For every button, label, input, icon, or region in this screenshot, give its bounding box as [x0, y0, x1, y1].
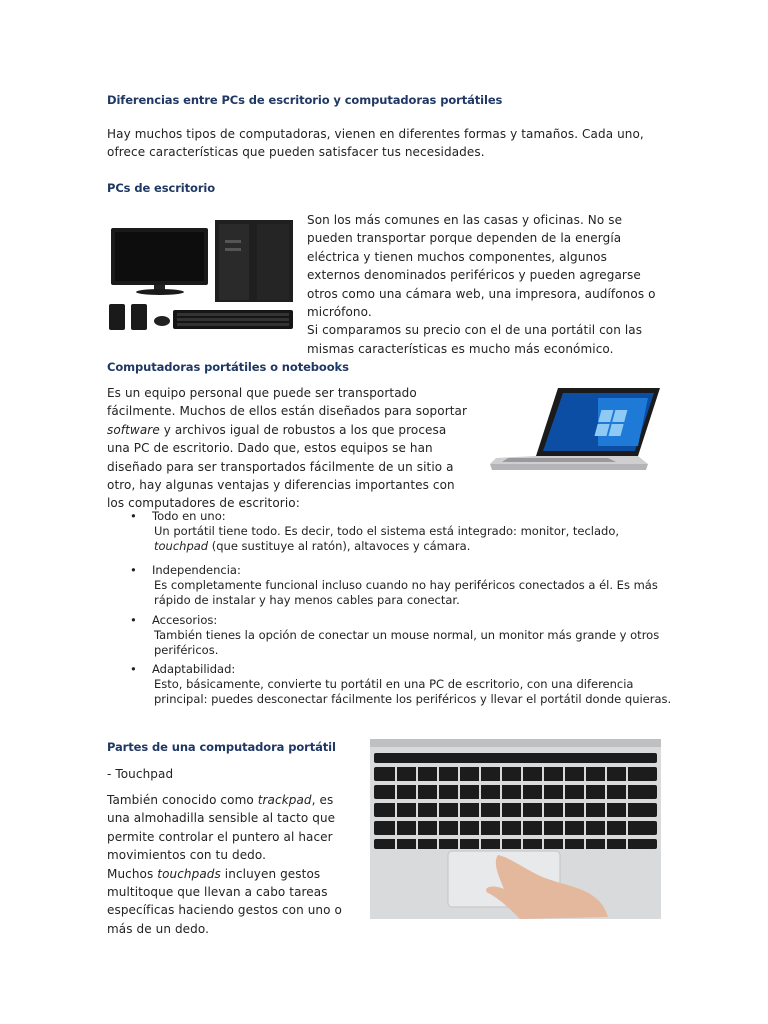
bullet-body: Esto, básicamente, convierte tu portátil en una PC de escritorio, con una diferencia principal: puedes desconectar fácilmente los periféricos y llevar el portátil donde quieras.	[154, 677, 672, 706]
bullet-dot: •	[130, 613, 137, 627]
laptop-paragraph-text-end: y archivos igual de robustos a los que procesa una PC de escritorio. Dado que, estos equipos se han diseñado para ser transportados fácilmente de un sitio a otro, hay algunas ventajas y diferencias importantes con los computadores de escritorio:	[107, 422, 455, 511]
bullet-title: Adaptabilidad:	[152, 662, 236, 676]
laptop-bullets	[130, 509, 672, 724]
page-title: Diferencias entre PCs de escritorio y computadoras portátiles	[107, 93, 503, 107]
bullet-item	[130, 662, 672, 707]
desktop-text	[307, 211, 662, 358]
desktop-pc-illustration	[107, 212, 297, 337]
laptop-illustration	[488, 378, 663, 478]
intro-paragraph: Hay muchos tipos de computadoras, vienen en diferentes formas y tamaños. Cada uno, ofrece características que pueden satisfacer tus necesidades.	[107, 127, 644, 160]
bullet-item	[130, 509, 672, 554]
bullet-dot: •	[130, 563, 137, 577]
bullet-body: También tienes la opción de conectar un mouse normal, un monitor más grande y otros periféricos.	[154, 628, 660, 657]
bullet-body: Un portátil tiene todo. Es decir, todo el sistema está integrado: monitor, teclado, touchpad (que sustituye al ratón), altavoces y cámara.	[154, 524, 620, 553]
touchpad-text: También conocido como trackpad, es una almohadilla sensible al tacto que permite controlar el puntero al hacer movimientos con tu dedo. Muchos touchpads incluyen gestos multitoque que llevan a cabo tareas específicas haciendo gestos con uno o más de un dedo.	[107, 793, 342, 936]
desktop-pc-image	[107, 212, 297, 337]
bullet-item	[130, 563, 672, 608]
laptop-paragraph	[107, 384, 471, 513]
touchpad-image	[370, 739, 661, 919]
bullet-body: Es completamente funcional incluso cuando no hay periféricos conectados a él. Es más rápido de instalar y hay menos cables para conectar.	[154, 578, 658, 607]
laptop-paragraph-italic: software	[107, 422, 160, 437]
bullet-dot: •	[130, 509, 137, 523]
touchpad-subheading: - Touchpad	[107, 767, 174, 781]
bullet-dot: •	[130, 662, 137, 676]
keyboard-touchpad-illustration	[370, 739, 661, 919]
desktop-paragraph-2: Si comparamos su precio con el de una portátil con las mismas características es mucho más económico.	[307, 323, 643, 356]
parts-heading: Partes de una computadora portátil	[107, 740, 336, 754]
desktop-heading: PCs de escritorio	[107, 181, 216, 195]
desktop-paragraph-1: Son los más comunes en las casas y oficinas. No se pueden transportar porque dependen de la energía eléctrica y tienen muchos componentes, algunos externos denominados periféricos y pueden agregarse otros como una cámara web, una impresora, audífonos o micrófono.	[307, 213, 656, 320]
laptop-heading: Computadoras portátiles o notebooks	[107, 360, 349, 374]
bullet-title: Todo en uno:	[152, 509, 226, 523]
bullet-title: Independencia:	[152, 563, 241, 577]
bullet-title: Accesorios:	[152, 613, 218, 627]
laptop-paragraph-text: Es un equipo personal que puede ser transportado fácilmente. Muchos de ellos están diseñados para soportar	[107, 386, 468, 419]
laptop-image	[488, 378, 663, 478]
bullet-item	[130, 613, 672, 658]
